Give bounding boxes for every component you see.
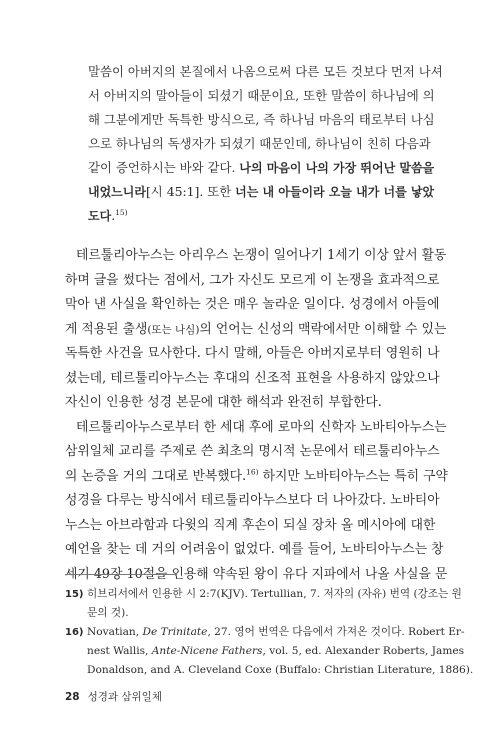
page-footer [65,689,162,704]
body-line: 테르툴리아누스로부터 한 세대 후에 로마의 신학자 노바티아누스는 [76,419,447,435]
quote-text: 같이 증언하시는 바와 같다. [88,160,236,175]
body-line: 성경을 다루는 방식에서 테르툴리아누스보다 더 나아갔다. 노바티아 [65,493,440,508]
footnote-divider [65,574,177,575]
parenthetical: (또는 나심) [147,323,200,336]
body-line: 셨는데, 테르툴리아누스는 후대의 신조적 표현을 사용하지 않았으나 [65,370,440,386]
body-line: 막아 낸 사실을 확인하는 것은 매우 놀라운 일이다. 성경에서 아들에 [65,297,440,312]
quote-text: . 또한 [199,184,236,199]
body-text [65,244,448,587]
footnote-number: 15) [65,589,84,600]
quote-line [88,156,435,180]
footnote-text: , 27. 영어 번역은 다음에서 가져온 것이다. Robert Er- [207,626,465,638]
body-line: 세기 49장 10절을 인용해 약속된 왕이 유다 지파에서 나올 사실을 문 [65,566,448,582]
quote-emphasis: 너는 내 아들이라 오늘 내가 너를 낳았 [235,185,435,199]
quote-line [88,180,435,204]
footnote-marker[interactable]: 16) [246,467,259,477]
body-text-run: 의 언어는 신성의 맥락에서만 이해할 수 있는 [199,321,447,337]
body-line: 테르툴리아누스는 아리우스 논쟁이 일어나기 1세기 이상 앞서 활동 [76,248,447,263]
footnote-marker[interactable]: 15) [115,207,128,217]
footnote-number: 16) [65,627,84,638]
body-line: 하며 글을 썼다는 점에서, 그가 자신도 모르게 이 논쟁을 효과적으로 [65,272,440,288]
running-title: 성경과 삼위일체 [87,691,162,703]
page-number: 28 [65,691,80,703]
body-line [65,318,447,343]
footnote-text: , vol. 5, ed. Alexander Roberts, James [262,645,465,657]
quote-line: 말씀이 아버지의 본질에서 나옴으로써 다른 모든 것보다 먼저 나셔 [88,64,443,79]
footnote-line: 문의 것). [87,607,129,619]
quote-text: . [111,208,116,223]
work-title: Ante-Nicene Fathers [151,645,263,657]
body-text-run: 게 적용된 출생 [65,321,148,337]
body-line: 삼위일체 교리를 주제로 쓴 최초의 명시적 논문에서 테르툴리아누스 [65,444,440,459]
scripture-reference: [시 45:1] [145,184,200,199]
block-quote [88,60,443,228]
footnotes [65,585,474,680]
work-title: De Trinitate [142,626,208,638]
body-line: 자신이 인용한 성경 본문에 대한 해석과 완전히 부합한다. [65,395,382,410]
footnote-text: Novatian, [87,626,143,638]
quote-emphasis: 나의 마음이 나의 가장 뛰어난 말씀을 [239,161,435,175]
footnote-line: Donaldson, and A. Cleveland Coxe (Buffalo: Christian Literature, 1886). [87,664,474,676]
footnote-text: nest Wallis, [87,645,152,657]
footnote-15 [65,585,462,623]
body-line [65,465,448,490]
footnote-16 [65,623,474,680]
footnote-line [87,623,465,642]
quote-emphasis: 내었느니라 [88,185,146,199]
body-line: 예언을 찾는 데 거의 어려움이 없었다. 예를 들어, 노바티아누스는 창 [65,542,444,557]
quote-line [88,204,428,228]
footnote-line: 히브리서에서 인용한 시 2:7(KJV). Tertullian, 7. 저자의 (자유) 번역 (강조는 원 [87,588,462,600]
body-text-run: 하지만 노바티아누스는 특히 구약 [258,468,448,484]
quote-line: 해 그분에게만 독특한 방식으로, 즉 하나님 마음의 태로부터 나심 [88,112,435,127]
quote-emphasis: 도다 [88,209,112,223]
body-line: 독특한 사건을 묘사한다. 다시 말해, 아들은 아버지로부터 영원히 나 [65,346,440,361]
quote-line: 으로 하나님의 독생자가 되셨기 때문인데, 하나님이 친히 다음과 [88,136,431,151]
body-text-run: 의 논증을 거의 그대로 반복했다. [65,468,247,484]
quote-line: 서 아버지의 말아들이 되셨기 때문이요, 또한 말씀이 하나님에 의 [88,88,435,103]
footnote-line [87,642,465,661]
body-line: 누스는 아브라함과 다윗의 직계 후손이 되실 장차 올 메시아에 대한 [65,517,436,533]
